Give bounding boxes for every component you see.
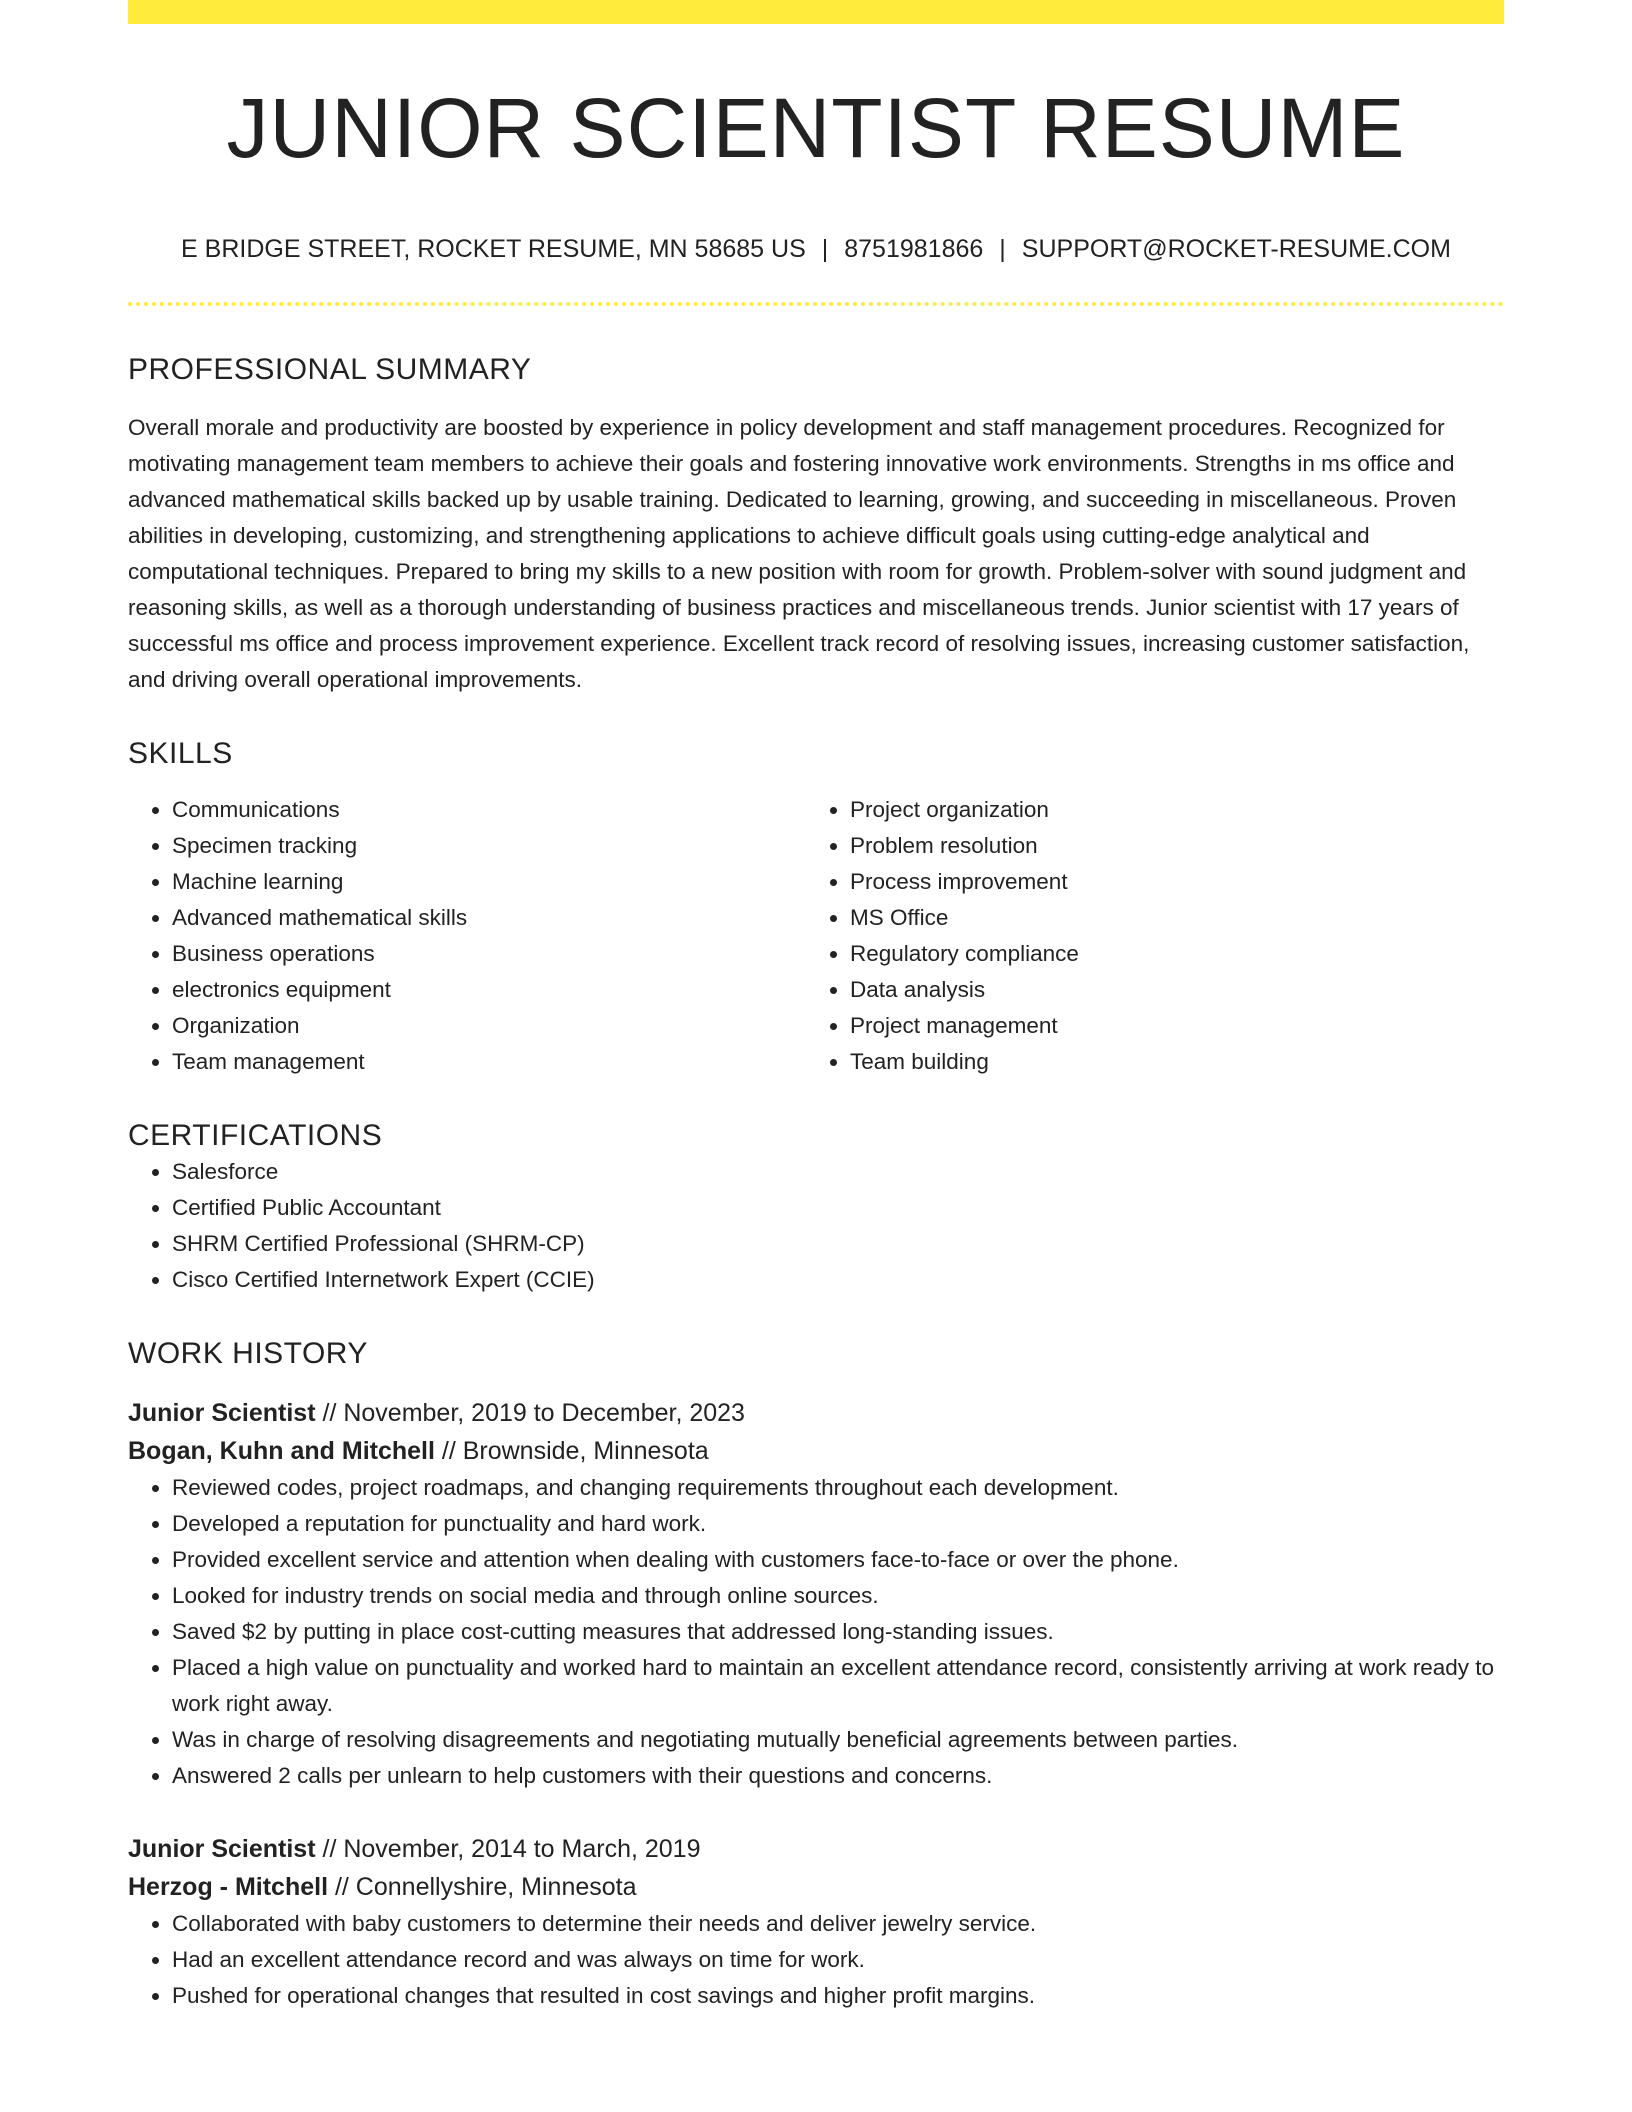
skill-item: • Organization (172, 1008, 806, 1044)
resume-title: JUNIOR SCIENTIST RESUME (226, 81, 1406, 175)
accent-top-bar (128, 0, 1504, 24)
contact-address: E BRIDGE STREET, ROCKET RESUME, MN 58685 US (181, 235, 806, 264)
contact-line (128, 234, 1504, 264)
job-company: Bogan, Kuhn and Mitchell (128, 1437, 435, 1466)
job-bullet: • Saved $2 by putting in place cost-cutting measures that addressed long-standing issues. (172, 1614, 1504, 1650)
job-bullet: • Developed a reputation for punctuality and hard work. (172, 1506, 1504, 1542)
job-bullet: • Reviewed codes, project roadmaps, and changing requirements throughout each development. (172, 1470, 1504, 1506)
skill-item: • electronics equipment (172, 972, 806, 1008)
certifications-heading: CERTIFICATIONS (128, 1119, 383, 1153)
skill-item: • Data analysis (850, 972, 1484, 1008)
skill-item: • Machine learning (172, 864, 806, 900)
job-location: // Connellyshire, Minnesota (328, 1873, 637, 1902)
skill-item: • Process improvement (850, 864, 1484, 900)
job-entry (128, 1830, 1504, 2014)
certification-item: • Salesforce (172, 1154, 1504, 1190)
skill-item: • Team management (172, 1044, 806, 1080)
skill-item: • Problem resolution (850, 828, 1484, 864)
job-title-line (128, 1830, 1504, 1868)
work-history-heading: WORK HISTORY (128, 1337, 368, 1371)
job-bullet: • Provided excellent service and attention when dealing with customers face-to-face or over the phone. (172, 1542, 1504, 1578)
skills-column-right (806, 792, 1484, 1080)
skill-item: • MS Office (850, 900, 1484, 936)
skills-list-left (128, 792, 806, 1080)
skill-item: • Communications (172, 792, 806, 828)
job-bullet: • Had an excellent attendance record and was always on time for work. (172, 1942, 1504, 1978)
contact-separator: | (821, 235, 829, 264)
job-dates: // November, 2019 to December, 2023 (315, 1399, 745, 1428)
job-title: Junior Scientist (128, 1835, 316, 1864)
job-company-line (128, 1432, 1504, 1470)
job-bullet: • Collaborated with baby customers to determine their needs and deliver jewelry service. (172, 1906, 1504, 1942)
job-bullet: • Pushed for operational changes that resulted in cost savings and higher profit margins. (172, 1978, 1504, 2014)
contact-phone: 8751981866 (844, 235, 984, 264)
job-bullet: • Was in charge of resolving disagreements and negotiating mutually beneficial agreements between parties. (172, 1722, 1504, 1758)
skill-item: • Project management (850, 1008, 1484, 1044)
certifications-list (128, 1154, 1504, 1298)
job-bullet: • Answered 2 calls per unlearn to help customers with their questions and concerns. (172, 1758, 1504, 1794)
job-bullet: • Looked for industry trends on social media and through online sources. (172, 1578, 1504, 1614)
skill-item: • Project organization (850, 792, 1484, 828)
job-bullets (128, 1470, 1504, 1794)
summary-heading: PROFESSIONAL SUMMARY (128, 353, 532, 387)
job-bullet: • Placed a high value on punctuality and worked hard to maintain an excellent attendance record, consistently arriving at work ready to work right away. (172, 1650, 1504, 1722)
certification-item: • Cisco Certified Internetwork Expert (CCIE) (172, 1262, 1504, 1298)
job-title: Junior Scientist (128, 1399, 316, 1428)
job-company: Herzog - Mitchell (128, 1873, 329, 1902)
resume-page (128, 0, 1504, 2014)
contact-separator: | (999, 235, 1006, 264)
skill-item: • Specimen tracking (172, 828, 806, 864)
contact-email: SUPPORT@ROCKET-RESUME.COM (1021, 235, 1451, 264)
certification-item: • SHRM Certified Professional (SHRM-CP) (172, 1226, 1504, 1262)
skill-item: • Team building (850, 1044, 1484, 1080)
skills-heading: SKILLS (128, 737, 233, 771)
job-entry (128, 1394, 1504, 1794)
job-title-line (128, 1394, 1504, 1432)
skills-column-left (128, 792, 806, 1080)
dotted-divider (128, 302, 1504, 306)
job-bullets (128, 1906, 1504, 2014)
skills-list-right (806, 792, 1484, 1080)
skill-item: • Regulatory compliance (850, 936, 1484, 972)
skills-grid (128, 792, 1504, 1080)
summary-text: Overall morale and productivity are boosted by experience in policy development and staff management procedures. Recognized for motivating management team members to achieve their goals and fostering innovative work environments. Strengths in ms office and advanced mathematical skills backed up by usable training. Dedicated to learning, growing, and succeeding in miscellaneous. Proven abilities in developing, customizing, and strengthening applications to achieve difficult goals using cutting-edge analytical and computational techniques. Prepared to bring my skills to a new position with room for growth. Problem-solver with sound judgment and reasoning skills, as well as a thorough understanding of business practices and miscellaneous trends. Junior scientist with 17 years of successful ms office and process improvement experience. Excellent track record of resolving issues, increasing customer satisfaction, and driving overall operational improvements. (128, 415, 1470, 693)
certification-item: • Certified Public Accountant (172, 1190, 1504, 1226)
skill-item: • Advanced mathematical skills (172, 900, 806, 936)
job-company-line (128, 1868, 1504, 1906)
job-location: // Brownside, Minnesota (434, 1437, 709, 1466)
skill-item: • Business operations (172, 936, 806, 972)
job-dates: // November, 2014 to March, 2019 (315, 1835, 701, 1864)
